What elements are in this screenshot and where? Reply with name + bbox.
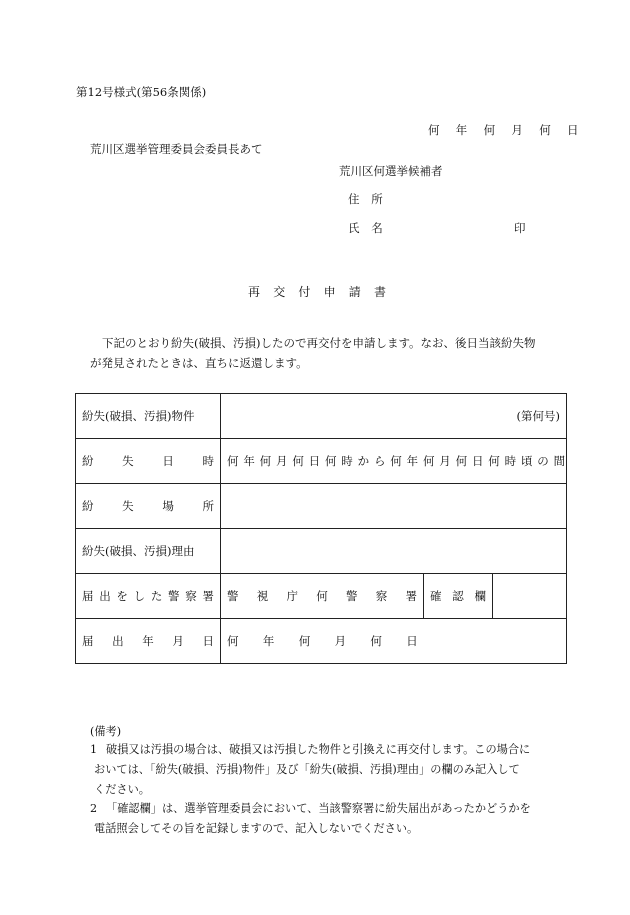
addressee: 荒川区選挙管理委員会委員長あて [90, 142, 263, 156]
report-date-label: 届 出 年 月 日 [76, 619, 221, 664]
address-label: 住 所 [348, 192, 387, 206]
seal-mark: 印 [514, 221, 526, 235]
police-station-cell [221, 574, 567, 619]
note-1-line-1: 破損又は汚損の場合は、破損又は汚損した物件と引換えに再交付します。この場合に [106, 743, 531, 756]
intro-line-2: が発見されたときは、直ちに返還します。 [90, 356, 308, 370]
report-date-value[interactable]: 何 年 何 月 何 日 [221, 619, 567, 664]
police-station-value[interactable]: 警 視 庁 何 警 察 署 [221, 574, 424, 618]
application-table [75, 393, 570, 664]
table-row [76, 529, 567, 574]
note-2-line-2: 電話照会してその旨を記録しますので、記入しないでください。 [94, 822, 419, 835]
lost-place-label: 紛 失 場 所 [76, 484, 221, 529]
note-1-line-2: おいては、「紛失(破損、汚損)物件」及び「紛失(破損、汚損)理由」の欄のみ記入して [94, 763, 520, 776]
confirm-column-label: 確 認 欄 [424, 574, 493, 618]
intro-line-1: 下記のとおり紛失(破損、汚損)したので再交付を申請します。なお、後日当該紛失物 [102, 336, 536, 350]
lost-datetime-label: 紛 失 日 時 [76, 439, 221, 484]
applicant-role: 荒川区何選挙候補者 [339, 164, 443, 178]
date-line: 何 年 何 月 何 日 [428, 123, 585, 137]
name-label: 氏 名 [348, 221, 387, 235]
form-number: 第12号様式(第56条関係) [76, 85, 207, 99]
lost-datetime-value[interactable]: 何年何月何日何時から何年何月何日何時頃の間 [221, 439, 567, 484]
police-station-label: 届 出 を し た 警 察 署 [76, 574, 221, 619]
note-2-number: 2 [90, 802, 98, 815]
notes-heading: (備考) [90, 725, 122, 738]
confirm-column-value [493, 574, 566, 618]
lost-reason-label: 紛失(破損、汚損)理由 [76, 529, 221, 574]
table-row [76, 439, 567, 484]
note-1-number: 1 [90, 743, 98, 756]
note-1-line-3: ください。 [94, 783, 150, 796]
table-row [76, 484, 567, 529]
table-row [76, 574, 567, 619]
note-2-line-1: 「確認欄」は、選挙管理委員会において、当該警察署に紛失届出があったかどうかを [106, 802, 531, 815]
table-row [76, 619, 567, 664]
lost-reason-value[interactable] [221, 529, 567, 574]
lost-place-value[interactable] [221, 484, 567, 529]
table-row [76, 394, 567, 439]
lost-item-label: 紛失(破損、汚損)物件 [76, 394, 221, 439]
document-title: 再交付申請書 [248, 285, 400, 299]
lost-item-value[interactable]: (第何号) [221, 394, 567, 439]
